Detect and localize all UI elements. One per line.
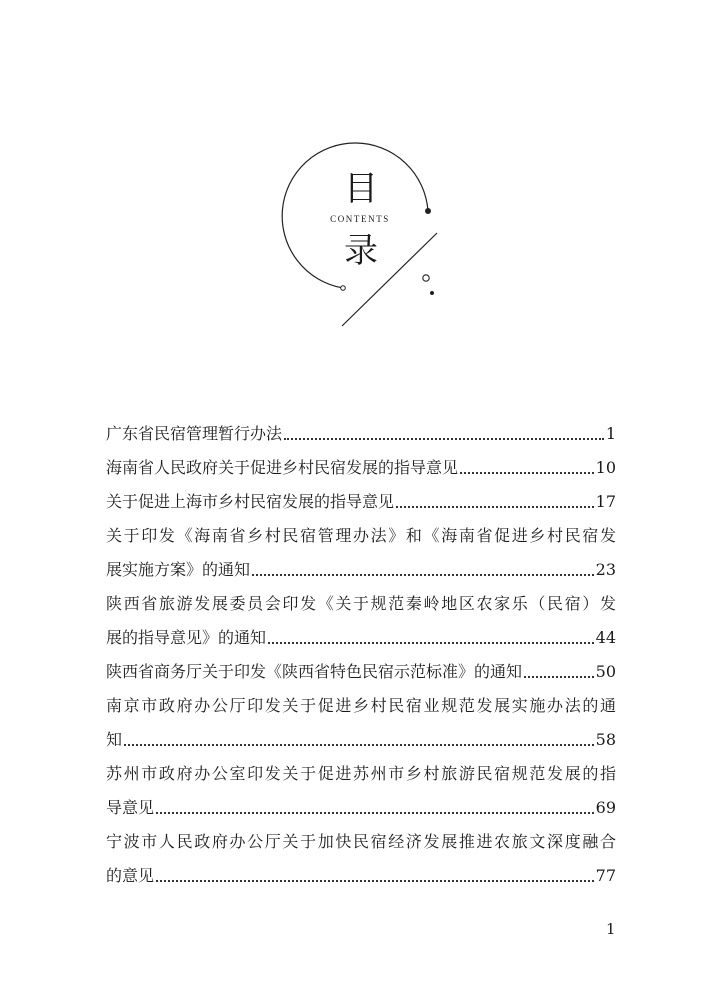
toc-entry-page: 23: [595, 560, 616, 579]
toc-entry-title: 陕西省旅游发展委员会印发《关于规范秦岭地区农家乐（民宿）发: [106, 594, 616, 613]
toc-entry[interactable]: [106, 689, 616, 757]
toc-entry[interactable]: [106, 451, 616, 485]
toc-entry[interactable]: [106, 417, 616, 451]
emblem-dot-open: [423, 275, 429, 281]
toc-entry-page: 77: [595, 866, 616, 885]
toc-entry[interactable]: [106, 825, 616, 893]
dot-leader: [156, 811, 594, 814]
toc-entry-page: 69: [595, 798, 616, 817]
toc-entry-title: 宁波市人民政府办公厅关于加快民宿经济发展推进农旅文深度融合: [106, 832, 616, 851]
toc-entry-title: 导意见: [106, 798, 155, 817]
page-number: 1: [606, 920, 616, 938]
toc-entry-page: 1: [605, 424, 616, 443]
dot-leader: [268, 641, 594, 644]
table-of-contents: [106, 417, 616, 893]
dot-leader: [124, 743, 594, 746]
toc-entry[interactable]: [106, 757, 616, 825]
toc-entry-title: 陕西省商务厅关于印发《陕西省特色民宿示范标准》的通知: [106, 662, 523, 681]
toc-entry-page: 44: [595, 628, 616, 647]
toc-entry-title: 关于促进上海市乡村民宿发展的指导意见: [106, 492, 395, 511]
heading-char-1: 目: [344, 169, 378, 209]
dot-leader: [396, 505, 594, 508]
toc-entry-title: 知: [106, 730, 123, 749]
toc-entry-page: 58: [595, 730, 616, 749]
dot-leader: [284, 437, 604, 440]
heading-char-2: 录: [344, 231, 378, 271]
toc-entry-page: 10: [595, 458, 616, 477]
toc-entry-title: 的意见: [106, 866, 155, 885]
toc-entry[interactable]: [106, 485, 616, 519]
contents-emblem: [0, 0, 721, 340]
toc-entry-title: 关于印发《海南省乡村民宿管理办法》和《海南省促进乡村民宿发: [106, 526, 616, 545]
emblem-dot-large: [425, 208, 431, 214]
toc-entry-title: 苏州市政府办公室印发关于促进苏州市乡村旅游民宿规范发展的指: [106, 764, 616, 783]
toc-entry[interactable]: [106, 587, 616, 655]
toc-entry-page: 17: [595, 492, 616, 511]
dot-leader: [524, 675, 594, 678]
toc-entry-title: 展的指导意见》的通知: [106, 628, 267, 647]
toc-entry[interactable]: [106, 519, 616, 587]
emblem-dot-open-small: [341, 286, 346, 291]
toc-entry-page: 50: [595, 662, 616, 681]
emblem-dot-small: [430, 291, 434, 295]
heading-subtitle: CONTENTS: [330, 214, 390, 224]
dot-leader: [252, 573, 594, 576]
toc-entry-title: 广东省民宿管理暂行办法: [106, 424, 283, 443]
toc-entry[interactable]: [106, 655, 616, 689]
toc-entry-title: 展实施方案》的通知: [106, 560, 251, 579]
dot-leader: [156, 879, 594, 882]
dot-leader: [460, 471, 594, 474]
toc-entry-title: 南京市政府办公厅印发关于促进乡村民宿业规范发展实施办法的通: [106, 696, 616, 715]
toc-entry-title: 海南省人民政府关于促进乡村民宿发展的指导意见: [106, 458, 459, 477]
